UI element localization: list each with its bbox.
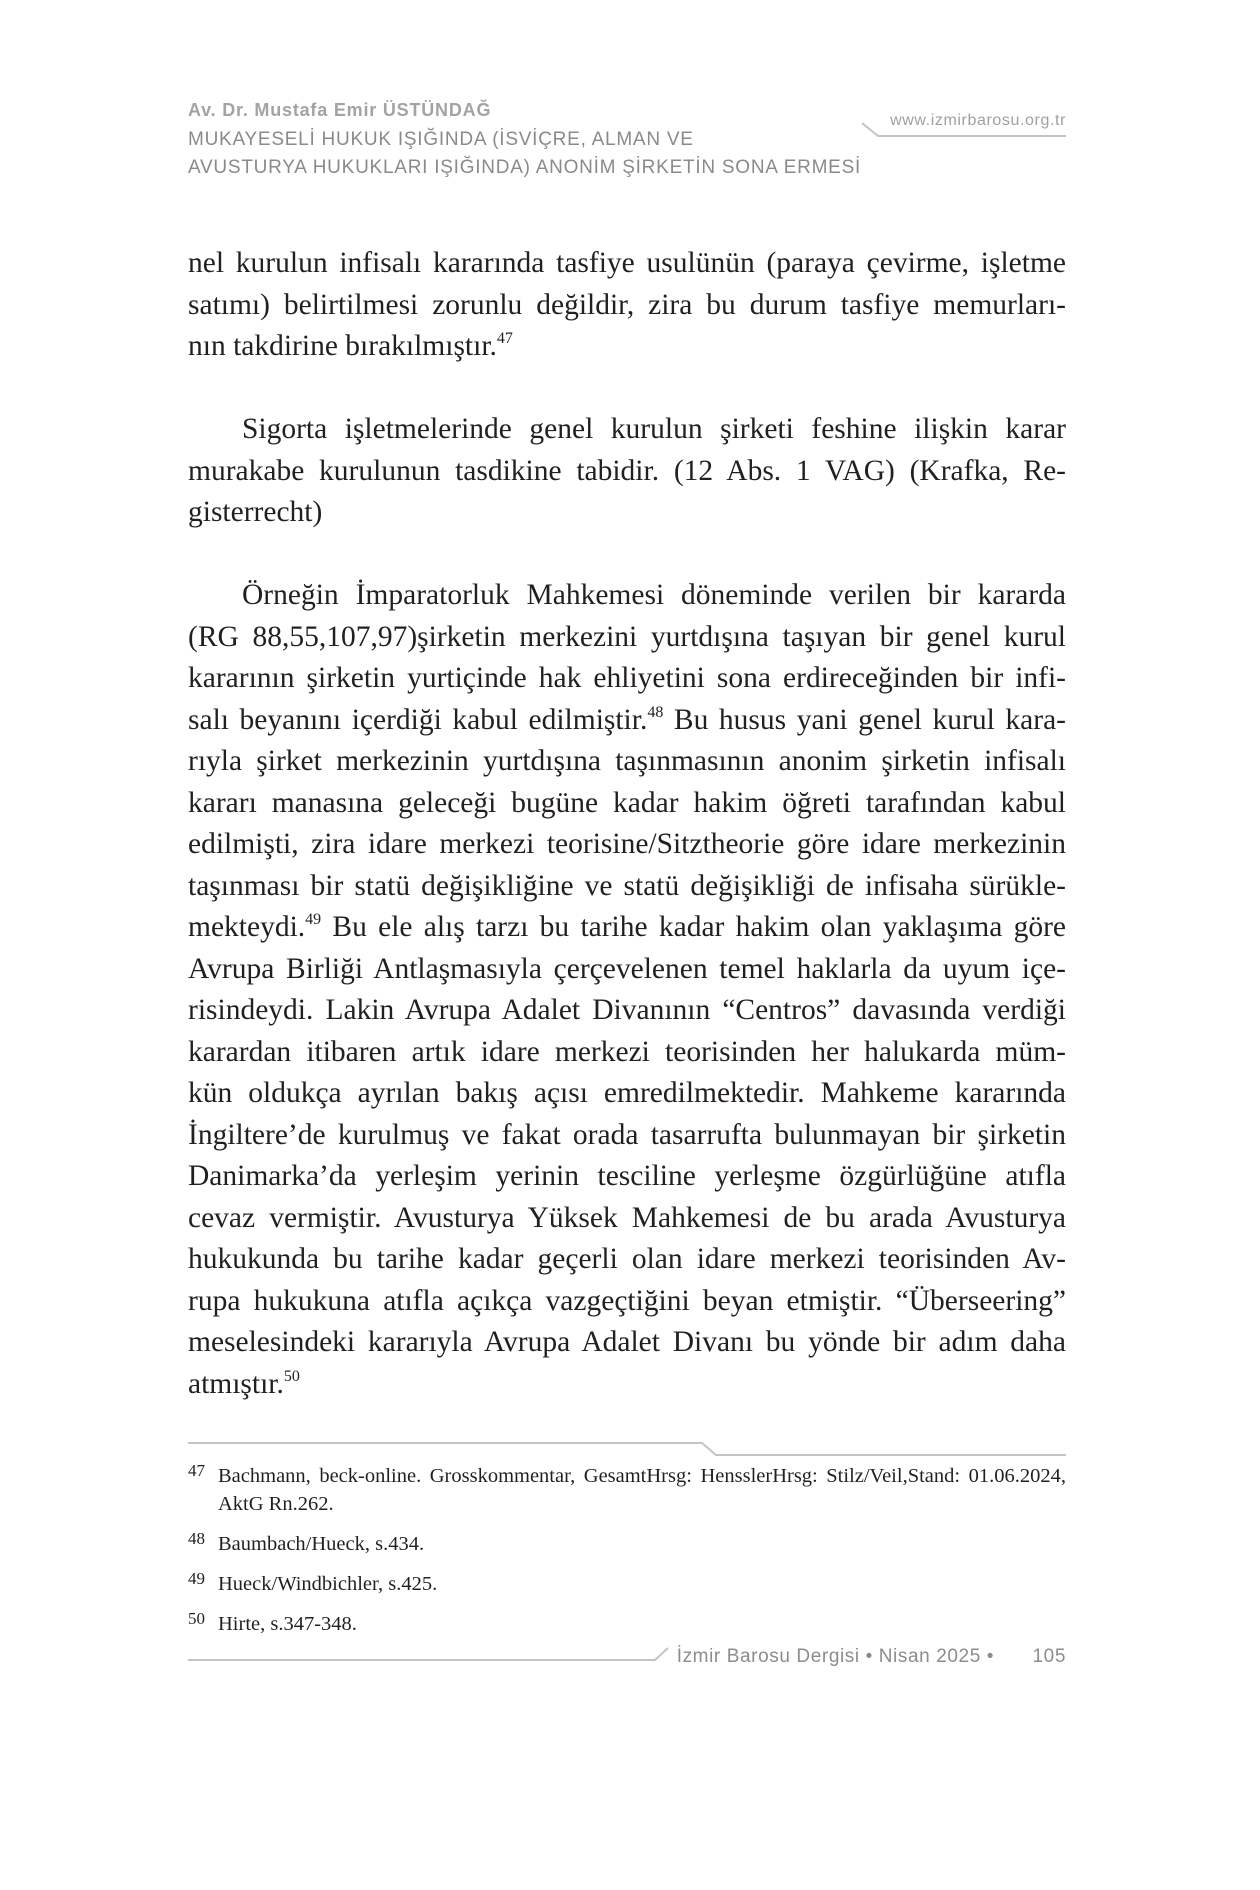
line-text: taşınması bir statü değişikliğine ve statü değişikliği de infisaha sürükle- (188, 869, 1066, 902)
body-line (188, 492, 1066, 534)
footnote (188, 1610, 1066, 1638)
line-text: nın takdirine bırakılmıştır. (188, 330, 497, 362)
line-text: rıyla şirket merkezinin yurtdışına taşınmasının anonim şirketin infisalı (188, 745, 1066, 777)
line-text: Örneğin İmparatorluk Mahkemesi döneminde verilen bir kararda (242, 579, 1066, 611)
footnote-ref: 48 (647, 703, 664, 721)
body-line (188, 741, 1066, 783)
paragraph (188, 409, 1066, 534)
line-text: Danimarka’da yerleşim yerinin tesciline yerleşme özgürlüğüne atıfla (188, 1160, 1066, 1192)
footnote-ref: 50 (283, 1367, 300, 1385)
line-text: murakabe kurulunun tasdikine tabidir. (12 Abs. 1 VAG) (Krafka, Re- (188, 454, 1066, 487)
line-text: Bu husus yani genel kurul kara- (663, 703, 1066, 736)
article-title (188, 126, 861, 182)
page-number: 105 (1032, 1646, 1066, 1667)
line-text: atmıştır. (188, 1367, 284, 1400)
body-line (188, 243, 1066, 285)
body-line (188, 700, 1066, 742)
line-text: mekteydi. (188, 911, 306, 943)
line-text: salı beyanını içerdiği kabul edilmiştir. (188, 703, 648, 736)
line-text: risindeydi. Lakin Avrupa Adalet Divanının “Centros” davasında verdiği (188, 994, 1066, 1026)
body-line (188, 575, 1066, 617)
footer-journal-info: İzmir Barosu Dergisi • Nisan 2025 • (676, 1646, 994, 1667)
body-line (188, 1156, 1066, 1198)
author-name: Av. Dr. Mustafa Emir ÜSTÜNDAĞ (188, 100, 492, 120)
line-text: (RG 88,55,107,97)şirketin merkezini yurtdışına taşıyan bir genel kurul (188, 620, 1066, 653)
footnote (188, 1570, 1066, 1598)
body-line (188, 824, 1066, 866)
line-text: Sigorta işletmelerinde genel kurulun şirketi feshine ilişkin karar (242, 413, 1066, 445)
footnote-text: Hirte, s.347-348. (218, 1613, 357, 1635)
line-text: İngiltere’de kurulmuş ve fakat orada tasarrufta bulunmayan bir şirketin (188, 1118, 1066, 1151)
body-text (188, 243, 1066, 1405)
body-line (188, 783, 1066, 825)
body-line (188, 1032, 1066, 1074)
line-text: karardan itibaren artık idare merkezi teorisinden her halukarda müm- (188, 1035, 1066, 1068)
body-line (188, 1281, 1066, 1323)
body-line (188, 907, 1066, 949)
body-line (188, 1322, 1066, 1364)
line-text: Bu ele alış tarzı bu tarihe kadar hakim olan yaklaşıma göre (321, 911, 1066, 943)
body-line (188, 990, 1066, 1032)
footnote-ref: 49 (305, 911, 322, 928)
line-text: rupa hukukuna atıfla açıkça vazgeçtiğini beyan etmiştir. “Überseering” (188, 1284, 1066, 1317)
line-text: cevaz vermiştir. Avusturya Yüksek Mahkemesi de bu arada Avusturya (188, 1201, 1066, 1234)
body-line (188, 285, 1066, 327)
footer-rule (188, 1648, 668, 1660)
footnote (188, 1530, 1066, 1558)
body-line (188, 326, 1066, 368)
line-text: nel kurulun infisalı kararında tasfiye usulünün (paraya çevirme, işletme (188, 247, 1066, 279)
line-text: hukukunda bu tarihe kadar geçerli olan idare merkezi teorisinden Av- (188, 1243, 1066, 1275)
footnote-number: 50 (188, 1609, 205, 1628)
body-line (188, 1198, 1066, 1240)
body-line (188, 866, 1066, 908)
footnote (188, 1462, 1066, 1518)
footnotes (188, 1462, 1066, 1638)
footnote-number: 47 (188, 1461, 205, 1480)
footnote-text: Bachmann, beck-online. Grosskommentar, GesamtHrsg: HensslerHrsg: Stilz/Veil,Stand: 01.06.2024, (218, 1465, 1066, 1487)
footnote-text: Hueck/Windbichler, s.425. (218, 1573, 438, 1595)
paragraph (188, 575, 1066, 1405)
body-line (188, 1364, 1066, 1406)
footnote-ref: 47 (496, 330, 513, 347)
article-title-line: AVUSTURYA HUKUKLARI IŞIĞINDA) ANONİM ŞİRKETİN SONA ERMESİ (188, 157, 862, 178)
body-line (188, 1073, 1066, 1115)
line-text: Avrupa Birliği Antlaşmasıyla çerçevelenen temel haklarla da uyum içe- (188, 952, 1066, 985)
body-line (188, 451, 1066, 493)
line-text: meselesindeki kararıyla Avrupa Adalet Divanı bu yönde bir adım daha (188, 1326, 1066, 1358)
footnote-text: Baumbach/Hueck, s.434. (218, 1533, 425, 1555)
body-line (188, 1115, 1066, 1157)
line-text: kararının şirketin yurtiçinde hak ehliyetini sona erdireceğinden bir infi- (188, 662, 1066, 694)
paragraph (188, 243, 1066, 368)
body-line (188, 617, 1066, 659)
website-url: www.izmirbarosu.org.tr (890, 112, 1066, 129)
footnote-number: 48 (188, 1529, 205, 1548)
article-title-line: MUKAYESELİ HUKUK IŞIĞINDA (İSVİÇRE, ALMAN VE (188, 129, 694, 150)
line-text: gisterrecht) (188, 496, 323, 528)
body-line (188, 409, 1066, 451)
line-text: edilmişti, zira idare merkezi teorisine/Sitztheorie göre idare merkezinin (188, 828, 1066, 860)
line-text: kün oldukça ayrılan bakış açısı emredilmektedir. Mahkeme kararında (188, 1077, 1066, 1109)
line-text: satımı) belirtilmesi zorunlu değildir, zira bu durum tasfiye memurları- (188, 288, 1066, 321)
line-text: kararı manasına geleceği bugüne kadar hakim öğreti tarafından kabul (188, 786, 1066, 819)
footnote-number: 49 (188, 1569, 205, 1588)
body-line (188, 1239, 1066, 1281)
footnote-separator (188, 1443, 1066, 1455)
body-line (188, 658, 1066, 700)
footnote-text: AktG Rn.262. (218, 1493, 334, 1515)
body-line (188, 949, 1066, 991)
